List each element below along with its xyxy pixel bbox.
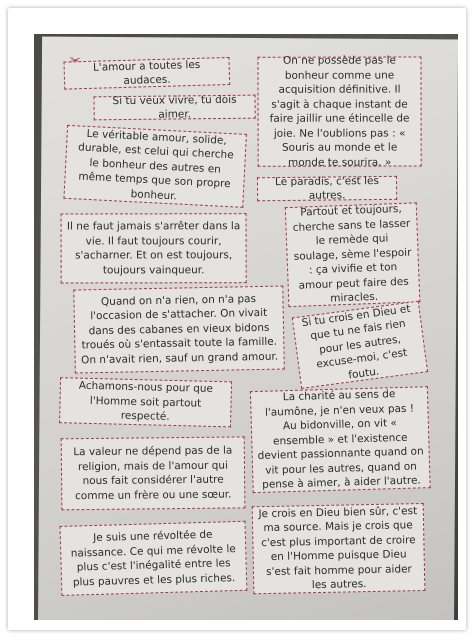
quote-card	[257, 54, 421, 169]
quote-card	[59, 377, 232, 427]
quote-card	[252, 503, 426, 594]
quote-text: Achamons-nous pour que l'Homme soit partout respecté.	[78, 379, 214, 424]
quote-text: La charité au sens de l'aumône, je n'en veux pas ! Au bidonville, on vit « ensemble » et l'existence devient passionnante quand on vit pour les autres, quand on pense à aimer, à aider l'autre.	[257, 388, 424, 492]
quote-card	[250, 386, 431, 493]
quote-card	[61, 213, 247, 283]
quote-sheet	[38, 37, 458, 620]
quote-text: Quand on n'a rien, on n'a pas l'occasion de s'attacher. On vivait dans des cabanes en vieux bidons troués où s'entassait toute la famille. On n'avait rien, sauf un grand amour.	[80, 292, 279, 367]
quote-text: Je suis une révoltée de naissance. Ce qui me révolte le plus c'est l'inégalité entre les plus pauvres et les plus riches.	[70, 528, 236, 589]
quote-text: Je crois en Dieu bien sûr, c'est ma source. Mais je crois que c'est plus important de croire en l'Homme puisque Dieu s'est fait homme pour aider les autres.	[258, 504, 418, 592]
quote-text: Il ne faut jamais s'arrêter dans la vie. Il faut toujours courir, s'acharner. Et on est toujours, toujours vainqueur.	[66, 220, 241, 276]
photo	[34, 34, 458, 620]
quote-card	[63, 57, 230, 90]
quote-text: Le paradis, c'est les autres.	[274, 174, 379, 202]
quote-card	[292, 301, 428, 389]
quote-text: Si tu veux vivre, tu dois aimer.	[112, 93, 237, 121]
quote-text: On ne possède pas le bonheur comme une acquisition définitive. Il s'agit à chaque instant de faire jaillir une étincelle de joie. Ne l'oublions pas : « Souris au monde et le monde te sourira. »	[269, 54, 410, 169]
quote-card	[63, 125, 247, 208]
quote-card	[73, 286, 285, 374]
quote-card	[93, 95, 255, 121]
quote-text: Le véritable amour, solide, durable, est celui qui cherche le bonheur des autres en même temps que son propre bonheur.	[77, 127, 234, 203]
photo-frame	[8, 8, 466, 630]
quote-card	[257, 176, 397, 201]
quote-text: Partout et toujours, cherche sans te lasser le remède qui soulage, sème l'espoir : ça vivifie et ton amour peut faire des miracles.	[292, 203, 412, 305]
quote-card	[60, 521, 248, 596]
quote-card	[285, 202, 421, 307]
quote-text: La valeur ne dépend pas de la religion, mais de l'amour qui nous fait considérer l'autre comme un frère ou une sœur.	[73, 444, 233, 502]
quote-text: L'amour a toutes les audaces.	[92, 58, 201, 87]
quote-text: Si tu crois en Dieu et que tu ne fais rien pour les autres, excuse-moi, c'est foutu.	[301, 302, 412, 382]
quote-card	[61, 436, 246, 510]
